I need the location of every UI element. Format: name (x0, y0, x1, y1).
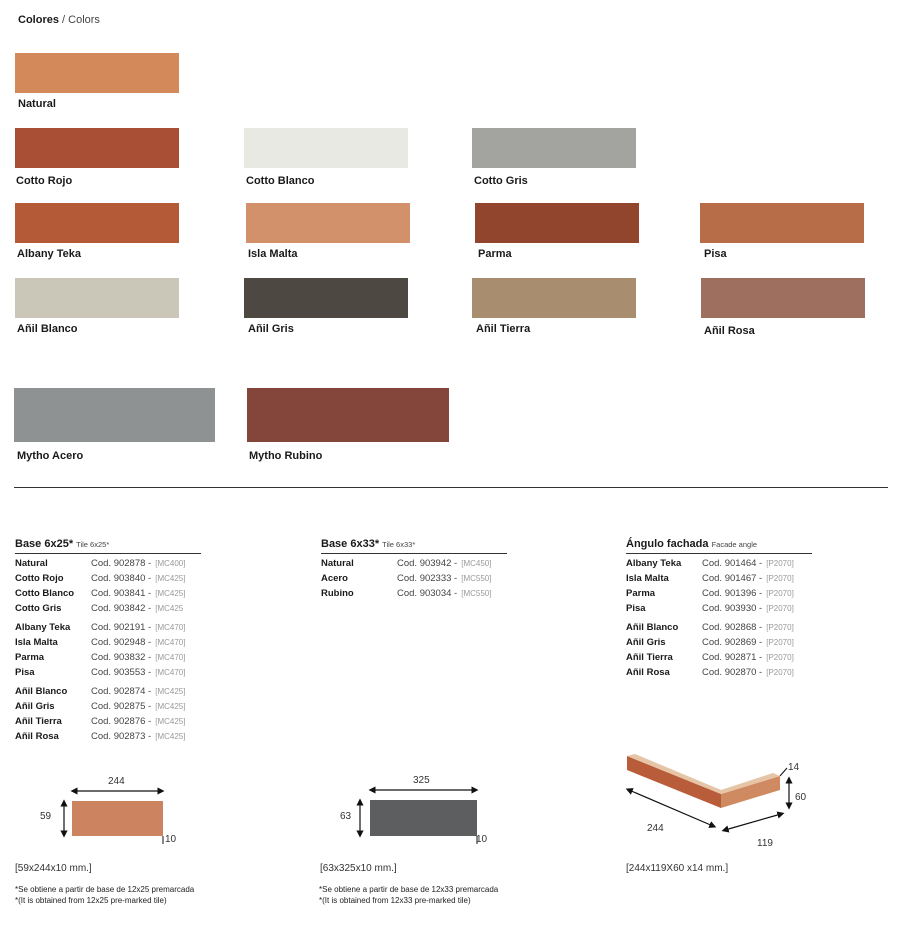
table-rows (15, 556, 201, 744)
row-ref: [MC425] (155, 702, 186, 711)
table-row (15, 586, 201, 601)
table-row (626, 571, 812, 586)
size-6x25: [59x244x10 mm.] (15, 863, 92, 874)
table-row (15, 729, 201, 744)
row-code: Cod. 903930 - (702, 603, 763, 614)
swatch-mytho-rubino (247, 388, 449, 442)
table-angulo-fachada (626, 538, 812, 680)
row-ref: [MC400] (155, 559, 186, 568)
title-en: / Colors (62, 14, 100, 26)
row-ref: [P2070] (766, 589, 794, 598)
table-row (15, 699, 201, 714)
row-code: Cod. 903841 - (91, 588, 152, 599)
table-subtitle: Facade angle (711, 540, 758, 549)
row-ref: [MC425] (155, 589, 186, 598)
note-6x25 (15, 884, 194, 906)
table-row (626, 586, 812, 601)
dim-width: 244 (108, 776, 125, 787)
swatch-label: Pisa (704, 248, 727, 260)
row-name: Rubino (321, 588, 354, 599)
row-name: Natural (321, 558, 354, 569)
size-angulo: [244x119X60 x14 mm.] (626, 863, 729, 874)
swatch-label: Añil Gris (248, 323, 294, 335)
note-es-text: Se obtiene a partir de base de 12x25 premarcada (18, 885, 195, 894)
row-name: Añil Blanco (626, 622, 679, 633)
table-rows (626, 556, 812, 680)
swatch-label: Natural (18, 98, 56, 110)
table-title-text: Base 6x33* (321, 538, 380, 550)
angle-diagram (615, 750, 815, 850)
row-name: Cotto Gris (15, 603, 62, 614)
table-row (626, 650, 812, 665)
table-title-text: Base 6x25* (15, 538, 74, 550)
table-row (626, 556, 812, 571)
table-subtitle: Tile 6x33* (382, 540, 416, 549)
row-name: Albany Teka (626, 558, 682, 569)
thickness-tick (780, 768, 787, 776)
swatch-pisa (700, 203, 864, 243)
row-code: Cod. 903553 - (91, 667, 152, 678)
table-rule (321, 553, 507, 554)
row-ref: [MC550] (461, 574, 492, 583)
dim-height: 63 (340, 811, 352, 822)
note-es-text: Se obtiene a partir de base de 12x33 premarcada (322, 885, 499, 894)
row-ref: [MC550] (461, 589, 492, 598)
table-row (321, 571, 507, 586)
row-name: Pisa (15, 667, 35, 678)
table-subtitle: Tile 6x25* (76, 540, 110, 549)
dim-return: 119 (757, 838, 773, 849)
row-code: Cod. 903832 - (91, 652, 152, 663)
swatch-label: Cotto Blanco (246, 175, 315, 187)
swatch-label: Parma (478, 248, 512, 260)
row-name: Añil Gris (626, 637, 666, 648)
note-en-text: (It is obtained from 12x25 pre-marked tile) (18, 896, 167, 905)
row-ref: [MC450] (461, 559, 492, 568)
row-code: Cod. 901464 - (702, 558, 763, 569)
dim-thickness: 10 (476, 834, 488, 845)
row-code: Cod. 901467 - (702, 573, 763, 584)
table-row (15, 650, 201, 665)
note-6x33 (319, 884, 498, 906)
row-ref: [MC470] (155, 653, 186, 662)
row-code: Cod. 903942 - (397, 558, 458, 569)
row-name: Añil Blanco (15, 686, 68, 697)
section-divider (14, 487, 888, 488)
swatch-label: Isla Malta (248, 248, 298, 260)
return-arrow (725, 814, 781, 830)
row-ref: [P2070] (766, 559, 794, 568)
row-ref: [MC425 (155, 604, 184, 613)
row-code: Cod. 902876 - (91, 716, 152, 727)
table-rule (15, 553, 201, 554)
note-en-text: (It is obtained from 12x33 pre-marked tile) (322, 896, 471, 905)
row-name: Añil Tierra (626, 652, 673, 663)
row-name: Cotto Rojo (15, 573, 64, 584)
row-name: Isla Malta (626, 573, 669, 584)
table-row (15, 635, 201, 650)
row-ref: [P2070] (766, 604, 794, 613)
row-code: Cod. 902870 - (702, 667, 763, 678)
note-en: *(It is obtained from 12x25 pre-marked tile) (15, 896, 167, 905)
note-es: *Se obtiene a partir de base de 12x33 premarcada (319, 885, 499, 894)
table-row (15, 556, 201, 571)
swatch-anil-blanco (15, 278, 179, 318)
swatch-label: Mytho Acero (17, 450, 84, 462)
dim-thickness: 14 (788, 762, 800, 773)
swatch-anil-gris (244, 278, 408, 318)
swatch-label: Cotto Gris (474, 175, 528, 187)
row-code: Cod. 902333 - (397, 573, 458, 584)
row-name: Parma (15, 652, 45, 663)
row-code: Cod. 902878 - (91, 558, 152, 569)
row-code: Cod. 902873 - (91, 731, 152, 742)
table-rows (321, 556, 507, 601)
table-row (15, 571, 201, 586)
tile-shape (72, 801, 163, 836)
row-name: Natural (15, 558, 48, 569)
swatch-mytho-acero (14, 388, 215, 442)
swatch-cotto-rojo (15, 128, 179, 168)
table-title-text: Ángulo fachada (626, 538, 709, 550)
table-row (626, 635, 812, 650)
row-code: Cod. 903034 - (397, 588, 458, 599)
table-row (15, 684, 201, 699)
angle-long-face (627, 756, 721, 808)
row-code: Cod. 902871 - (702, 652, 763, 663)
row-ref: [P2070] (766, 668, 794, 677)
row-name: Albany Teka (15, 622, 71, 633)
table-row (15, 714, 201, 729)
table-row (626, 601, 812, 616)
row-name: Acero (321, 573, 348, 584)
row-ref: [MC470] (155, 638, 186, 647)
swatch-albany-teka (15, 203, 179, 243)
row-name: Isla Malta (15, 637, 58, 648)
swatch-parma (475, 203, 639, 243)
row-ref: [P2070] (766, 574, 794, 583)
row-name: Añil Tierra (15, 716, 62, 727)
row-code: Cod. 903840 - (91, 573, 152, 584)
row-code: Cod. 902874 - (91, 686, 152, 697)
table-row (15, 620, 201, 635)
row-code: Cod. 902868 - (702, 622, 763, 633)
dim-width: 325 (413, 775, 430, 786)
row-ref: [MC425] (155, 717, 186, 726)
table-title (15, 538, 201, 550)
swatch-anil-rosa (701, 278, 865, 318)
swatch-cotto-blanco (244, 128, 408, 168)
table-title (626, 538, 812, 550)
table-row (15, 665, 201, 680)
row-name: Cotto Blanco (15, 588, 75, 599)
row-name: Añil Rosa (626, 667, 670, 678)
row-name: Añil Gris (15, 701, 55, 712)
swatch-isla-malta (246, 203, 410, 243)
swatch-label: Mytho Rubino (249, 450, 323, 462)
row-ref: [MC425] (155, 574, 186, 583)
swatch-label: Añil Blanco (17, 323, 78, 335)
table-row (626, 665, 812, 680)
row-name: Pisa (626, 603, 646, 614)
table-row (321, 586, 507, 601)
dim-height: 60 (795, 792, 807, 803)
dim-height: 59 (40, 811, 52, 822)
row-name: Parma (626, 588, 656, 599)
table-title (321, 538, 507, 550)
row-ref: [MC470] (155, 623, 186, 632)
swatch-label: Cotto Rojo (16, 175, 73, 187)
row-ref: [P2070] (766, 638, 794, 647)
swatch-anil-tierra (472, 278, 636, 318)
swatch-label: Albany Teka (17, 248, 81, 260)
swatch-cotto-gris (472, 128, 636, 168)
table-base-6x25 (15, 538, 201, 744)
row-ref: [MC470] (155, 668, 186, 677)
table-base-6x33 (321, 538, 507, 601)
dim-thickness: 10 (165, 834, 177, 845)
page-title (18, 14, 100, 26)
note-es: *Se obtiene a partir de base de 12x25 premarcada (15, 885, 195, 894)
row-ref: [MC425] (155, 687, 186, 696)
row-ref: [P2070] (766, 623, 794, 632)
swatch-label: Añil Rosa (704, 325, 755, 337)
swatch-natural (15, 53, 179, 93)
row-ref: [P2070] (766, 653, 794, 662)
row-code: Cod. 902875 - (91, 701, 152, 712)
note-en: *(It is obtained from 12x33 pre-marked tile) (319, 896, 471, 905)
row-code: Cod. 903842 - (91, 603, 152, 614)
size-6x33: [63x325x10 mm.] (320, 863, 397, 874)
row-name: Añil Rosa (15, 731, 59, 742)
row-code: Cod. 902191 - (91, 622, 152, 633)
row-ref: [MC425] (155, 732, 186, 741)
tile-shape (370, 800, 477, 836)
row-code: Cod. 902869 - (702, 637, 763, 648)
table-row (15, 601, 201, 616)
table-row (321, 556, 507, 571)
table-row (626, 620, 812, 635)
row-code: Cod. 901396 - (702, 588, 763, 599)
title-es: Colores (18, 14, 59, 26)
swatch-label: Añil Tierra (476, 323, 531, 335)
table-rule (626, 553, 812, 554)
dim-length: 244 (647, 823, 664, 834)
row-code: Cod. 902948 - (91, 637, 152, 648)
